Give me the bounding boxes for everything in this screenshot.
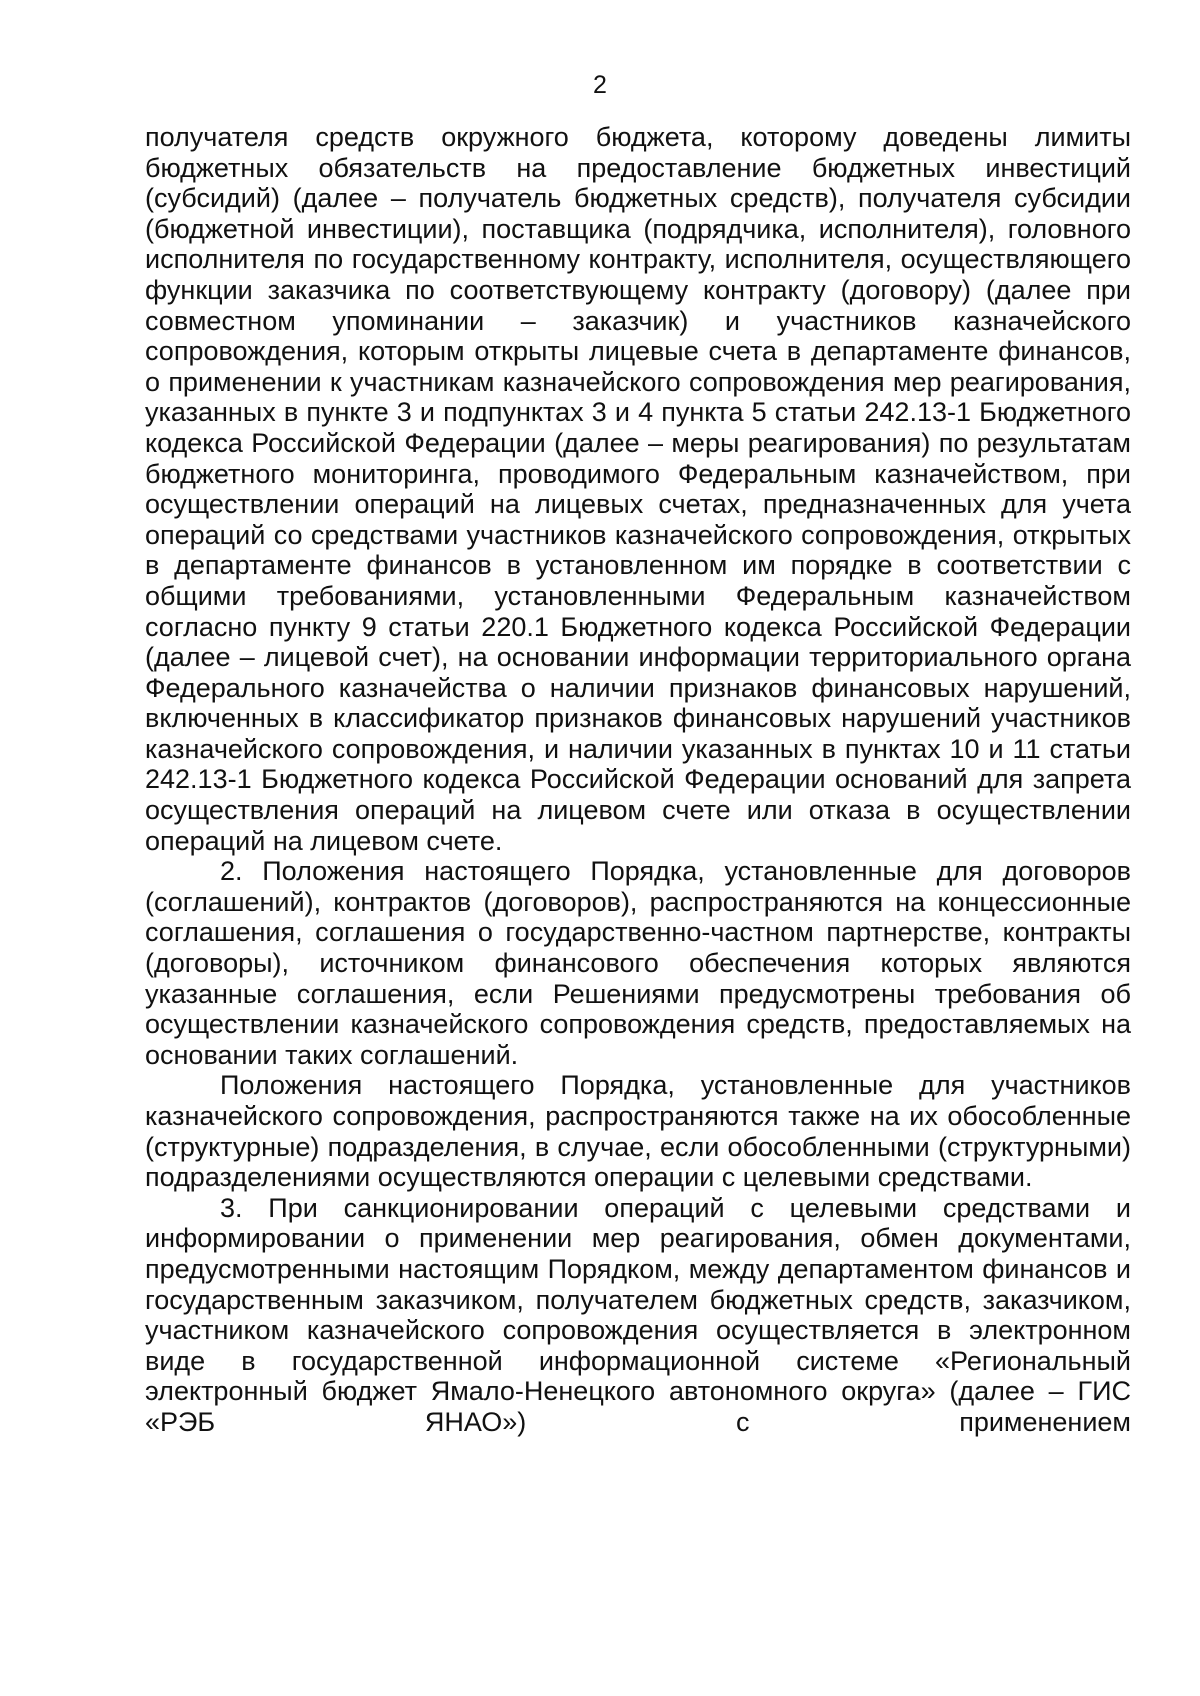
paragraph-continuation: получателя средств окружного бюджета, которому доведены лимиты бюджетных обязательств на предоставление бюджетных инвестиций (субсидий) (далее – получатель бюджетных средств), получателя субсидии (бюджетной инвестиции), поставщика (подрядчика, исполнителя), головного исполнителя по государственному контракту, исполнителя, осуществляющего функции заказчика по соответствующему контракту (договору) (далее при совместном упоминании – заказчик) и участников казначейского сопровождения, которым открыты лицевые счета в департаменте финансов, о применении к участникам казначейского сопровождения мер реагирования, указанных в пункте 3 и подпунктах 3 и 4 пункта 5 статьи 242.13-1 Бюджетного кодекса Российской Федерации (далее – меры реагирования) по результатам бюджетного мониторинга, проводимого Федеральным казначейством, при осуществлении операций на лицевых счетах, предназначенных для учета операций со средствами участников казначейского сопровождения, открытых в департаменте финансов в установленном им порядке в соответствии с общими требованиями, установленными Федеральным казначейством согласно пункту 9 статьи 220.1 Бюджетного кодекса Российской Федерации (далее – лицевой счет), на основании информации территориального органа Федерального казначейства о наличии признаков финансовых нарушений, включенных в классификатор признаков финансовых нарушений участников казначейского сопровождения, и наличии указанных в пунктах 10 и 11 статьи 242.13-1 Бюджетного кодекса Российской Федерации оснований для запрета осуществления операций на лицевом счете или отказа в осуществлении операций на лицевом счете. xyxy=(145,122,1131,856)
page-number: 2 xyxy=(593,71,607,99)
paragraph-item-3: 3. При санкционировании операций с целевыми средствами и информировании о применении мер реагирования, обмен документами, предусмотренными настоящим Порядком, между департаментом финансов и государственным заказчиком, получателем бюджетных средств, заказчиком, участником казначейского сопровождения осуществляется в электронном виде в государственной информационной системе «Региональный электронный бюджет Ямало-Ненецкого автономного округа» (далее – ГИС «РЭБ ЯНАО») с применением xyxy=(145,1192,1131,1437)
document-body xyxy=(145,122,1131,1438)
paragraph-item-2: 2. Положения настоящего Порядка, установленные для договоров (соглашений), контрактов (договоров), распространяются на концессионные соглашения, соглашения о государственно-частном партнерстве, контракты (договоры), источником финансового обеспечения которых являются указанные соглашения, если Решениями предусмотрены требования об осуществлении казначейского сопровождения средств, предоставляемых на основании таких соглашений. xyxy=(145,856,1131,1070)
paragraph-structural-units: Положения настоящего Порядка, установленные для участников казначейского сопровождения, распространяются также на их обособленные (структурные) подразделения, в случае, если обособленными (структурными) подразделениями осуществляются операции с целевыми средствами. xyxy=(145,1070,1131,1193)
